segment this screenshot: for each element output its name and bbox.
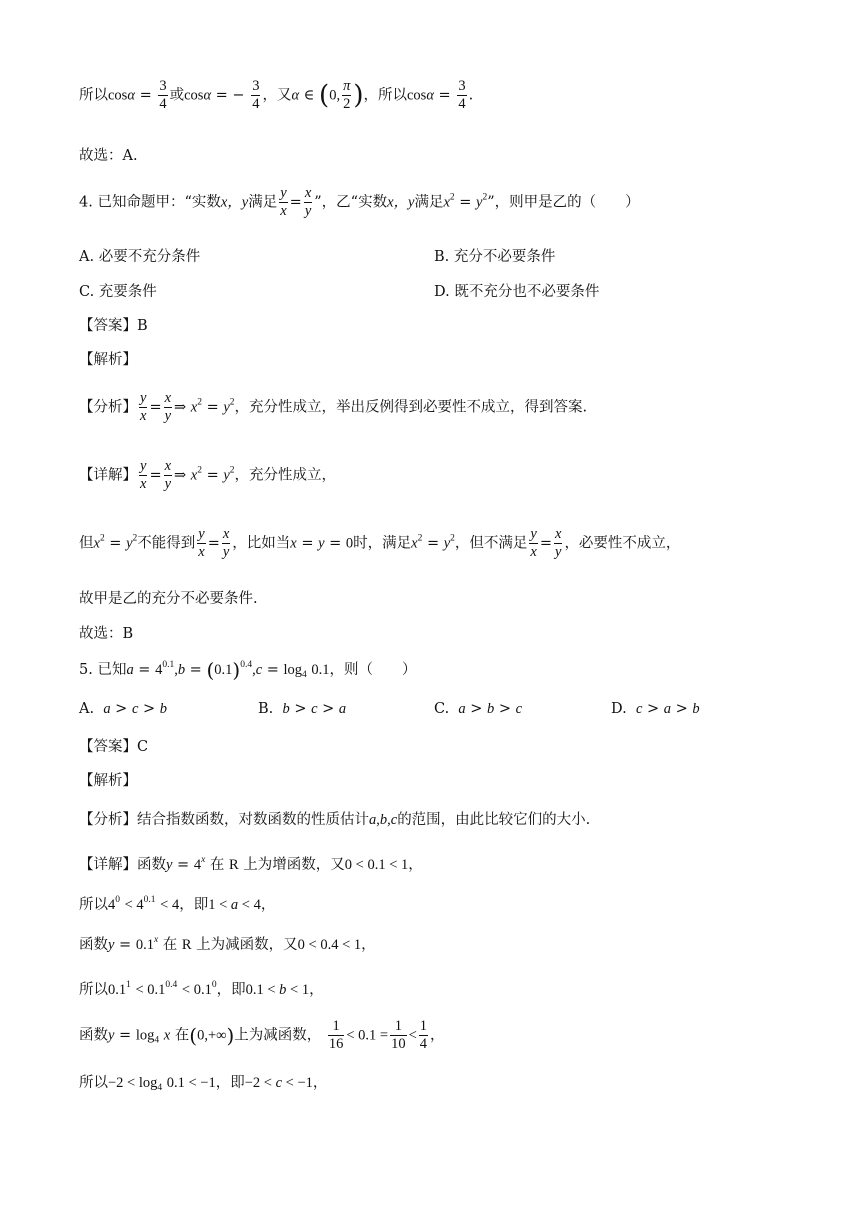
q4-option-a: A. 必要不充分条件 [79, 249, 201, 265]
fraction-3-4: $\frac{3}{4}$ [252, 78, 260, 112]
xiangjie-4: 【详解】 $\frac{y}{x}$ = $\frac{x}{y}$ ⇒ $x^2 = y^2$，充分性成立， [79, 458, 337, 492]
gu-xuan-a: 故选：A. [79, 148, 138, 164]
jiexi-5: 【解析】 [79, 773, 137, 789]
q5-option-d: D. c > a > b [611, 701, 700, 717]
xiangjie-5: 【详解】函数$y = 4^x$ 在 R 上为增函数，又0 < 0.1 < 1， [79, 855, 423, 873]
q4-conclusion: 故甲是乙的充分不必要条件. [79, 591, 258, 607]
jiexi-4: 【解析】 [79, 352, 137, 368]
q5-option-a: A. a > c > b [79, 701, 167, 717]
step-2: 所以$4^0 < 4^{0.1} < 4$，即1 < a < 4， [79, 895, 276, 913]
step-5: 函数$y = \log_4 x$ 在(0,+∞)上为减函数， $\frac{1}{16}$ < 0.1 = $\frac{1}{10}$ < $\frac{1}{4}$ ， [79, 1018, 445, 1052]
fenxi-5: 【分析】结合指数函数，对数函数的性质估计a,b,c的范围，由此比较它们的大小. [79, 812, 591, 828]
q4-option-c: C. 充要条件 [79, 284, 157, 300]
q5-option-c: C. a > b > c [434, 701, 523, 717]
question-4-stem: 4. 已知命题甲：“实数x，y满足 $\frac{y}{x}$ = $\frac{x}{y}$ ”，乙“实数x，y满足$x^2 = y^2$”，则甲是乙的（ ） [79, 185, 640, 219]
q4-option-d: D. 既不充分也不必要条件 [434, 284, 600, 300]
answer-5: 【答案】C [79, 739, 149, 755]
fraction-pi-2: $\frac{\pi}{2}$ [343, 78, 351, 112]
fenxi-4: 【分析】 $\frac{y}{x}$ = $\frac{x}{y}$ ⇒ $x^2 = y^2$，充分性成立，举出反例得到必要性不成立，得到答案. [79, 390, 588, 424]
step-6: 所以$-2 < \log_4 0.1 < -1$，即−2 < c < −1， [79, 1075, 328, 1093]
answer-4: 【答案】B [79, 318, 148, 334]
fraction-3-4: $\frac{3}{4}$ [458, 78, 466, 112]
step-4: 所以$0.1^1 < 0.1^{0.4} < 0.1^0$，即0.1 < b < 1， [79, 980, 324, 998]
step-3: 函数$y = 0.1^x$ 在 R 上为减函数，又0 < 0.4 < 1， [79, 935, 376, 953]
q4-option-b: B. 充分不必要条件 [434, 249, 556, 265]
fraction-3-4: $\frac{3}{4}$ [159, 78, 167, 112]
question-5-stem: 5. 已知$a = 4^{0.1},b = (0.1)^{0.4},c = \log_4 0.1$，则（ ） [79, 658, 417, 682]
q5-option-b: B. b > c > a [258, 701, 347, 717]
line-cos-alpha: 所以cosα = $\frac{3}{4}$ 或cosα = − $\frac{3}{4}$ ，又α ∈ (0, $\frac{\pi}{2}$ )，所以cosα = $\frac{3}{4}$ . [79, 78, 474, 112]
gu-xuan-b: 故选：B [79, 626, 134, 642]
q4-detail: 但$x^2 = y^2$不能得到 $\frac{y}{x}$ = $\frac{x}{y}$ ，比如当x = y = 0时，满足$x^2 = y^2$，但不满足 $\frac{y}{x}$ = $\frac{x}{y}$ ，必要性不成立， [79, 526, 681, 560]
